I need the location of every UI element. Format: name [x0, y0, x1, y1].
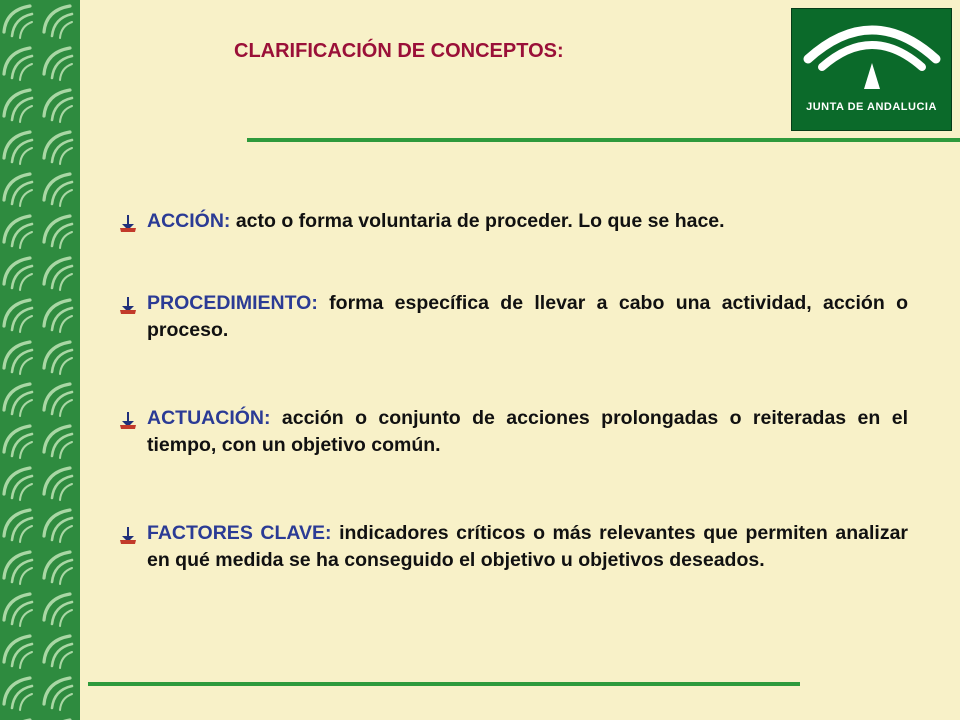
pen-nib-bullet-icon: [118, 526, 138, 546]
concept-definition: forma específica de llevar a cabo una actividad, acción o proceso.: [147, 292, 908, 341]
concept-definition: acción o conjunto de acciones prolongadas o reiteradas en el tiempo, con un objetivo común.: [147, 407, 908, 456]
page-title: CLARIFICACIÓN DE CONCEPTOS:: [234, 40, 564, 62]
concept-definition: indicadores críticos o más relevantes que permiten analizar en qué medida se ha conseguido el objetivo u objetivos deseados.: [147, 522, 908, 571]
junta-de-andalucia-emblem-icon: [792, 9, 953, 99]
concept-definition: acto o forma voluntaria de proceder. Lo que se hace.: [230, 210, 725, 232]
logo-text: JUNTA DE ANDALUCIA: [806, 101, 937, 113]
concept-term: ACCIÓN:: [147, 210, 231, 232]
pen-nib-bullet-icon: [118, 411, 138, 431]
concept-item-accion: [118, 208, 908, 235]
concept-item-procedimiento: [118, 290, 908, 344]
bottom-divider: [88, 682, 800, 686]
concept-term: FACTORES CLAVE:: [147, 522, 332, 544]
concept-item-actuacion: [118, 405, 908, 459]
concept-term: PROCEDIMIENTO:: [147, 292, 318, 314]
leaf-pattern-icon: [0, 0, 80, 720]
top-divider: [247, 138, 960, 142]
concept-item-factores-clave: [118, 520, 908, 574]
concept-list: [118, 208, 908, 574]
junta-de-andalucia-logo: [791, 8, 952, 131]
side-decorative-band: [0, 0, 80, 720]
pen-nib-bullet-icon: [118, 296, 138, 316]
pen-nib-bullet-icon: [118, 214, 138, 234]
concept-term: ACTUACIÓN:: [147, 407, 271, 429]
